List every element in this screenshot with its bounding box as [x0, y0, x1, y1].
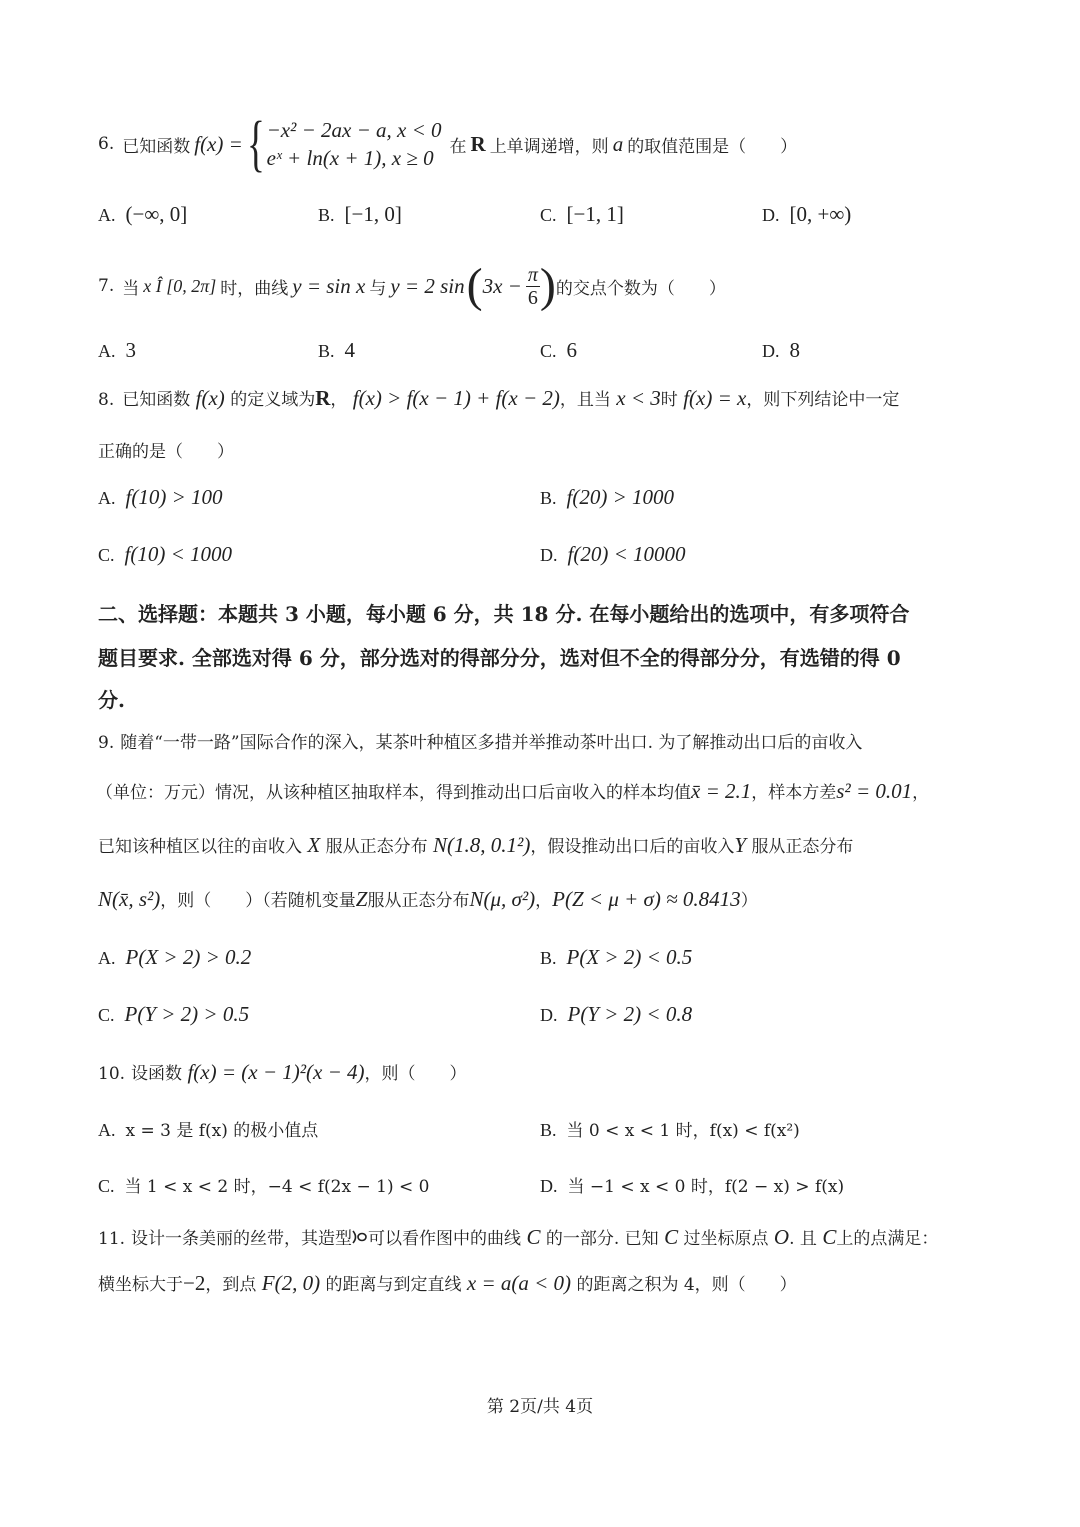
q9-stem-line2 — [96, 778, 929, 804]
option-label: C. — [540, 205, 557, 225]
q8-fx: f(x) — [195, 386, 225, 410]
q6-case2: eˣ + ln(x + 1), x ≥ 0 — [266, 146, 434, 170]
q10-option-d[interactable] — [540, 1172, 844, 1197]
option-text: P(X > 2) < 0.5 — [566, 945, 693, 969]
section2-line1: 二、选择题：本题共 3 小题，每小题 6 分，共 18 分. 在每小题给出的选项中，有多项符合 — [98, 602, 910, 626]
q11-text: 设计一条美丽的丝带，其造型 — [131, 1229, 353, 1249]
option-label: C. — [98, 545, 115, 565]
option-label: B. — [540, 948, 557, 968]
q11-text: . 且 — [789, 1229, 817, 1249]
ribbon-icon — [352, 1229, 368, 1250]
page-footer: 第 2页/共 4页 — [486, 1397, 594, 1417]
q9-option-a[interactable] — [98, 945, 251, 970]
q9-text: ，样本方差 — [751, 783, 837, 803]
q9-mean: x̄ = 2.1 — [691, 779, 752, 803]
q8-cond: x < 3 — [616, 386, 661, 410]
option-label: A. — [98, 341, 116, 361]
q11-text: 的距离之积为 4，则（ ） — [576, 1275, 797, 1295]
q8-stem-line1 — [98, 385, 899, 411]
q9-text: ， — [912, 783, 930, 803]
q11-text: 过坐标原点 — [683, 1229, 769, 1249]
q8-option-c[interactable] — [98, 542, 232, 567]
q7-option-a[interactable] — [98, 338, 136, 363]
q11-stem-line2 — [98, 1270, 797, 1296]
q11-O: O — [773, 1225, 790, 1249]
option-text: 8 — [789, 338, 800, 362]
q9-Y: Y — [734, 833, 747, 857]
q8-option-a[interactable] — [98, 485, 223, 510]
q6-option-d[interactable] — [762, 202, 851, 227]
q7-mid: 时，曲线 — [220, 278, 289, 299]
option-text: [0, +∞) — [789, 202, 852, 226]
option-text: P(Y > 2) > 0.5 — [124, 1002, 250, 1026]
q8-option-d[interactable] — [540, 542, 686, 567]
q8-text: 已知函数 — [122, 390, 191, 410]
q7-curve1: y = sin x — [292, 273, 366, 298]
q7-number: 7. — [98, 276, 115, 296]
q7-prefix: 当 — [122, 278, 140, 299]
q9-stem-line1 — [98, 728, 862, 753]
q9-text: 服从正态分布 — [325, 837, 428, 857]
q9-text: 已知该种植区以往的亩收入 — [98, 837, 302, 857]
q10-suffix: ，则（ ） — [364, 1064, 467, 1084]
q9-X: X — [307, 833, 321, 857]
option-label: D. — [540, 545, 558, 565]
q9-stem-line3 — [98, 832, 853, 858]
q8-text: 的定义域为 — [230, 390, 316, 410]
q6-stem — [98, 112, 797, 176]
q11-text: 上的点满足： — [836, 1229, 939, 1249]
q11-text: 的距离与到定直线 — [325, 1275, 462, 1295]
q10-option-b[interactable] — [540, 1116, 800, 1141]
q8-R: R — [315, 386, 331, 410]
option-label: D. — [540, 1176, 558, 1196]
q11-text: 的一部分. 已知 — [545, 1229, 659, 1249]
q8-text: ， — [330, 390, 348, 410]
q8-text: ，且当 — [559, 390, 611, 410]
q9-stem-line4 — [98, 886, 758, 912]
q6-suffix-b: 上单调递增，则 — [489, 136, 609, 157]
q7-stem — [98, 254, 726, 318]
q10-option-a[interactable] — [98, 1116, 318, 1141]
q6-suffix-a: 在 — [449, 136, 467, 157]
q8-text: ，则下列结论中一定 — [746, 390, 900, 410]
q7-fraction — [526, 264, 540, 309]
q9-variance: s² = 0.01 — [836, 779, 913, 803]
option-label: A. — [98, 1120, 116, 1140]
q9-text: ，假设推动出口后的亩收入 — [530, 837, 735, 857]
q6-suffix-c: 的取值范围是（ ） — [627, 136, 798, 157]
q11-point-f: F(2, 0) — [261, 1271, 321, 1295]
q8-number: 8. — [98, 390, 115, 410]
q10-prefix: 设函数 — [131, 1064, 183, 1084]
option-text: f(20) < 10000 — [567, 542, 686, 566]
section2-line2: 题目要求. 全部选对得 6 分，部分选对的得部分分，选对但不全的得部分分，有选错的得 0 — [98, 646, 901, 670]
q7-frac-num: π — [527, 263, 538, 286]
q9-dist-z: N(μ, σ²) — [469, 887, 536, 911]
option-text: 3 — [125, 338, 136, 362]
option-label: D. — [762, 341, 780, 361]
q6-option-c[interactable] — [540, 202, 624, 227]
q6-prefix: 已知函数 — [122, 136, 191, 157]
q9-Z: Z — [355, 887, 368, 911]
q11-text: 横坐标大于 — [98, 1275, 183, 1295]
q9-dist-y: N(x̄, s²) — [98, 887, 161, 911]
option-text: x = 3 是 f(x) 的极小值点 — [125, 1121, 319, 1141]
option-text: 6 — [566, 338, 578, 362]
q9-text: 服从正态分布 — [367, 891, 470, 911]
q7-option-c[interactable] — [540, 338, 577, 363]
option-label: A. — [98, 488, 116, 508]
option-label: A. — [98, 205, 116, 225]
option-label: B. — [318, 341, 335, 361]
option-label: B. — [318, 205, 335, 225]
q9-prob: P(Z < μ + σ) ≈ 0.8413 — [552, 887, 741, 911]
option-text: 当 1 < x < 2 时，−4 < f(2x − 1) < 0 — [124, 1177, 430, 1197]
q11-neg2: −2 — [183, 1271, 206, 1295]
option-text: [−1, 0] — [344, 202, 402, 226]
q11-C: C — [664, 1225, 679, 1249]
option-text: 4 — [344, 338, 356, 362]
q11-number: 11. — [98, 1229, 126, 1249]
brace-icon: { — [246, 110, 265, 178]
option-label: B. — [540, 488, 557, 508]
q11-text: ，到点 — [205, 1275, 257, 1295]
q8-inequality: f(x) > f(x − 1) + f(x − 2) — [352, 386, 560, 410]
q9-text: ） — [740, 891, 758, 911]
q9-option-b[interactable] — [540, 945, 692, 970]
q6-R: R — [470, 131, 486, 156]
q11-C: C — [526, 1225, 541, 1249]
q10-func: f(x) = (x − 1)²(x − 4) — [187, 1060, 365, 1084]
option-text: 当 −1 < x < 0 时，f(2 − x) > f(x) — [567, 1177, 845, 1197]
q10-number: 10. — [98, 1064, 126, 1084]
q7-suffix: 的交点个数为（ ） — [555, 278, 726, 299]
option-text: 当 0 < x < 1 时，f(x) < f(x²) — [566, 1121, 800, 1141]
q10-option-c[interactable] — [98, 1172, 429, 1197]
option-label: C. — [540, 341, 557, 361]
q7-option-d[interactable] — [762, 338, 800, 363]
option-label: D. — [540, 1005, 558, 1025]
option-text: P(Y > 2) < 0.8 — [567, 1002, 693, 1026]
option-text: [−1, 1] — [566, 202, 624, 226]
option-text: f(10) > 100 — [125, 485, 223, 509]
q9-text: ， — [535, 891, 553, 911]
q11-text: 可以看作图中的曲线 — [368, 1229, 522, 1249]
section2-line3: 分. — [98, 688, 125, 712]
option-text: (−∞, 0] — [125, 202, 188, 226]
q9-number: 9. — [98, 733, 115, 753]
q10-stem — [98, 1059, 467, 1085]
q9-text: ，则（ ）（若随机变量 — [160, 891, 356, 911]
q7-curve2-inner: 3x − — [482, 273, 522, 298]
q8-stem-line2: 正确的是（ ） — [98, 442, 234, 462]
q9-dist-x: N(1.8, 0.1²) — [433, 833, 531, 857]
option-text: f(20) > 1000 — [566, 485, 675, 509]
q9-text: 服从正态分布 — [751, 837, 854, 857]
q6-func: f(x) = — [194, 131, 243, 156]
q7-option-b[interactable] — [318, 338, 355, 363]
option-label: D. — [762, 205, 780, 225]
q9-option-d[interactable] — [540, 1002, 692, 1027]
q6-var-a: a — [612, 131, 624, 156]
option-label: A. — [98, 948, 116, 968]
q9-text: （单位：万元）情况，从该种植区抽取样本，得到推动出口后亩收入的样本均值 — [96, 783, 691, 803]
option-text: f(10) < 1000 — [124, 542, 233, 566]
q7-and: 与 — [369, 278, 387, 299]
right-paren-icon: ) — [539, 259, 556, 312]
q6-number: 6. — [98, 134, 115, 154]
q6-option-b[interactable] — [318, 202, 402, 227]
q7-curve2-pre: y = 2 sin — [390, 273, 465, 298]
q11-line-eq: x = a(a < 0) — [466, 1271, 572, 1295]
q11-stem-line1 — [98, 1224, 938, 1250]
q8-option-b[interactable] — [540, 485, 674, 510]
option-text: P(X > 2) > 0.2 — [125, 945, 252, 969]
option-label: C. — [98, 1176, 115, 1196]
q9-option-c[interactable] — [98, 1002, 249, 1027]
q9-text: 随着“一带一路”国际合作的深入，某茶叶种植区多措并举推动茶叶出口. 为了解推动出口后的亩收入 — [120, 733, 863, 753]
q11-C: C — [822, 1225, 837, 1249]
q8-text: 时 — [660, 390, 678, 410]
q6-option-a[interactable] — [98, 202, 187, 227]
q6-piecewise — [267, 116, 442, 173]
option-label: C. — [98, 1005, 115, 1025]
q8-eq: f(x) = x — [683, 386, 747, 410]
q7-frac-den: 6 — [527, 286, 538, 309]
option-label: B. — [540, 1120, 557, 1140]
left-paren-icon: ( — [466, 259, 483, 312]
q6-case1: −x² − 2ax − a, x < 0 — [266, 117, 442, 142]
q7-cond: x Î [0, 2π] — [143, 275, 217, 296]
